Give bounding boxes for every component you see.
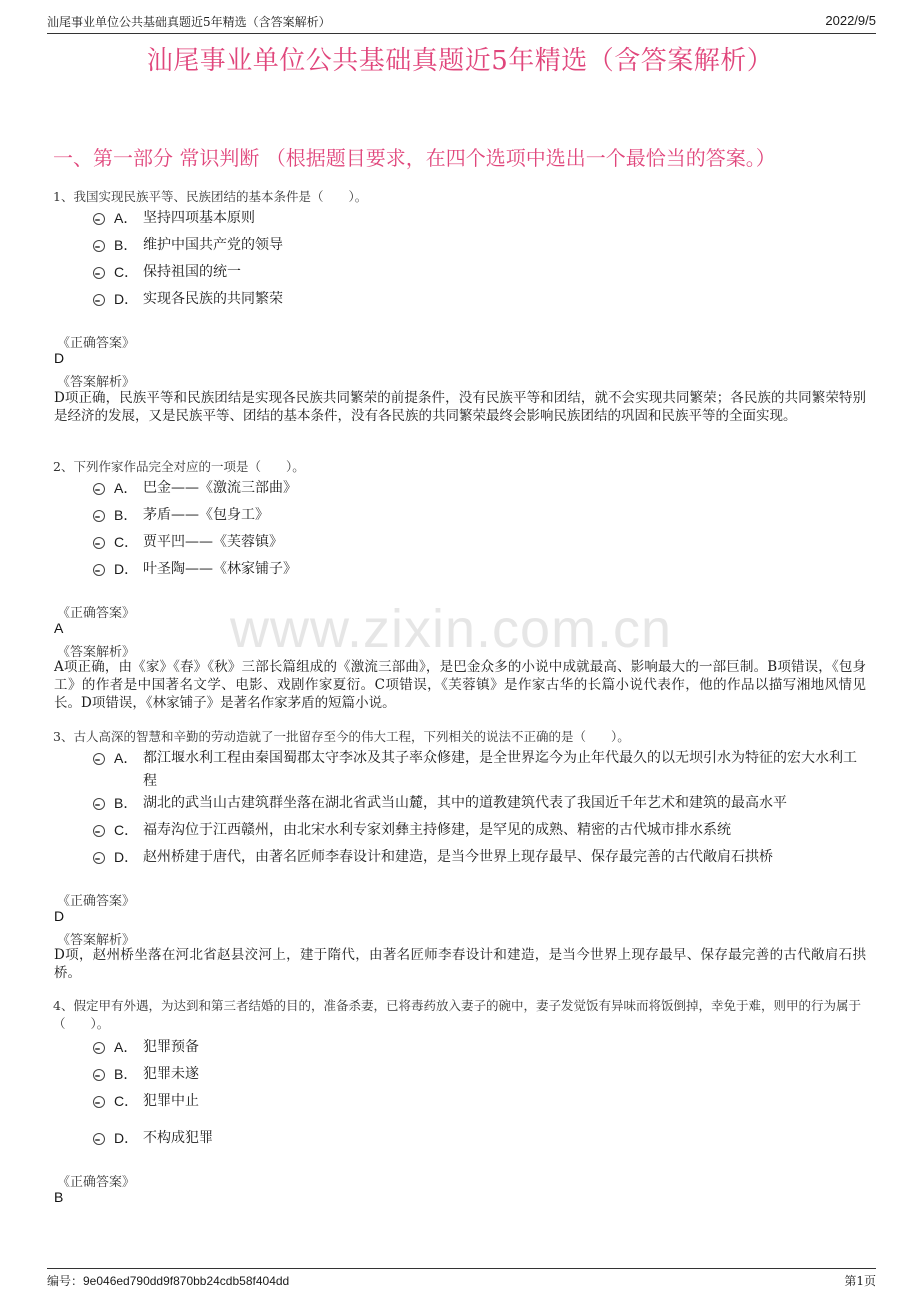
option-d[interactable]: D． 叶圣陶——《林家铺子》	[93, 558, 863, 581]
radio-button[interactable]	[93, 1133, 105, 1145]
correct-answer-label: 《正确答案》	[57, 1175, 136, 1190]
option-a[interactable]: A． 都江堰水利工程由秦国蜀郡太守李冰及其子率众修建，是全世界迄今为止年代最久的以无坝引水为特征的宏大水利工程	[93, 747, 863, 793]
correct-answer-label: 《正确答案》	[57, 336, 136, 351]
section-heading: 一、第一部分 常识判断 （根据题目要求，在四个选项中选出一个最恰当的答案。）	[53, 146, 776, 170]
option-b[interactable]: B． 犯罪未遂	[93, 1063, 863, 1086]
analysis-label: 《答案解析》	[57, 933, 136, 948]
option-a[interactable]: A． 犯罪预备	[93, 1036, 863, 1059]
question-stem: 3、古人高深的智慧和辛勤的劳动造就了一批留存至今的伟大工程，下列相关的说法不正确的是（ ）。	[53, 729, 630, 744]
option-d[interactable]: D． 不构成犯罪	[93, 1127, 863, 1150]
option-a[interactable]: A． 坚持四项基本原则	[93, 207, 863, 230]
page-number: 第1页	[844, 1274, 876, 1288]
correct-answer: B	[54, 1189, 64, 1205]
correct-answer: D	[54, 908, 65, 924]
radio-button[interactable]	[93, 294, 105, 306]
correct-answer-label: 《正确答案》	[57, 606, 136, 621]
header-date: 2022/9/5	[825, 13, 876, 28]
radio-button[interactable]	[93, 510, 105, 522]
analysis-label: 《答案解析》	[57, 375, 136, 390]
radio-button[interactable]	[93, 483, 105, 495]
option-c[interactable]: C． 贾平凹——《芙蓉镇》	[93, 531, 863, 554]
radio-button[interactable]	[93, 564, 105, 576]
header-doc-title: 汕尾事业单位公共基础真题近5年精选（含答案解析）	[47, 15, 331, 29]
radio-button[interactable]	[93, 753, 105, 765]
option-b[interactable]: B． 茅盾——《包身工》	[93, 504, 863, 527]
correct-answer-label: 《正确答案》	[57, 894, 136, 909]
question-stem: 1、我国实现民族平等、民族团结的基本条件是（ ）。	[53, 189, 368, 204]
analysis-label: 《答案解析》	[57, 645, 136, 660]
option-d[interactable]: D． 赵州桥建于唐代，由著名匠师李春设计和建造，是当今世界上现存最早、保存最完善的古代敞肩石拱桥	[93, 846, 863, 869]
radio-button[interactable]	[93, 852, 105, 864]
correct-answer: D	[54, 350, 65, 366]
option-c[interactable]: C． 保持祖国的统一	[93, 261, 863, 284]
radio-button[interactable]	[93, 1069, 105, 1081]
answer-analysis: D项正确，民族平等和民族团结是实现各民族共同繁荣的前提条件，没有民族平等和团结，就不会实现共同繁荣；各民族的共同繁荣特别是经济的发展，又是民族平等、团结的基本条件，没有各民族的共同繁荣最终会影响民族团结的巩固和民族平等的全面实现。	[54, 390, 866, 424]
radio-button[interactable]	[93, 1096, 105, 1108]
answer-analysis: A项正确，由《家》《春》《秋》三部长篇组成的《激流三部曲》，是巴金众多的小说中成就最高、影响最大的一部巨制。B项错误，《包身工》的作者是中国著名文学、电影、戏剧作家夏衍。C项错误，《芙蓉镇》是作家古华的长篇小说代表作，他的作品以描写湘地风情见长。D项错误，《林家铺子》是著名作家茅盾的短篇小说。	[54, 659, 866, 711]
correct-answer: A	[54, 620, 64, 636]
question-stem: 4、假定甲有外遇，为达到和第三者结婚的目的，准备杀妻，已将毒药放入妻子的碗中，妻子发觉饭有异味而将饭倒掉，幸免于难，则甲的行为属于（ ）。	[53, 998, 861, 1031]
radio-button[interactable]	[93, 825, 105, 837]
watermark: www.zixin.com.cn	[230, 599, 673, 659]
page-footer	[47, 1268, 876, 1289]
option-c[interactable]: C． 犯罪中止	[93, 1090, 863, 1113]
page-header	[47, 13, 876, 34]
radio-button[interactable]	[93, 240, 105, 252]
option-b[interactable]: B． 维护中国共产党的领导	[93, 234, 863, 257]
option-b[interactable]: B． 湖北的武当山古建筑群坐落在湖北省武当山麓，其中的道教建筑代表了我国近千年艺术和建筑的最高水平	[93, 792, 863, 815]
radio-button[interactable]	[93, 213, 105, 225]
option-c[interactable]: C． 福寿沟位于江西赣州，由北宋水利专家刘彝主持修建，是罕见的成熟、精密的古代城市排水系统	[93, 819, 863, 842]
page-title: 汕尾事业单位公共基础真题近5年精选（含答案解析）	[146, 46, 774, 76]
question-stem: 2、下列作家作品完全对应的一项是（ ）。	[53, 459, 305, 474]
option-d[interactable]: D． 实现各民族的共同繁荣	[93, 288, 863, 311]
radio-button[interactable]	[93, 267, 105, 279]
radio-button[interactable]	[93, 798, 105, 810]
answer-analysis: D项，赵州桥坐落在河北省赵县洨河上，建于隋代，由著名匠师李春设计和建造，是当今世界上现存最早、保存最完善的古代敞肩石拱桥。	[54, 947, 866, 981]
radio-button[interactable]	[93, 537, 105, 549]
radio-button[interactable]	[93, 1042, 105, 1054]
document-id: 编号：9e046ed790dd9f870bb24cdb58f404dd	[47, 1274, 290, 1288]
option-a[interactable]: A． 巴金——《激流三部曲》	[93, 477, 863, 500]
